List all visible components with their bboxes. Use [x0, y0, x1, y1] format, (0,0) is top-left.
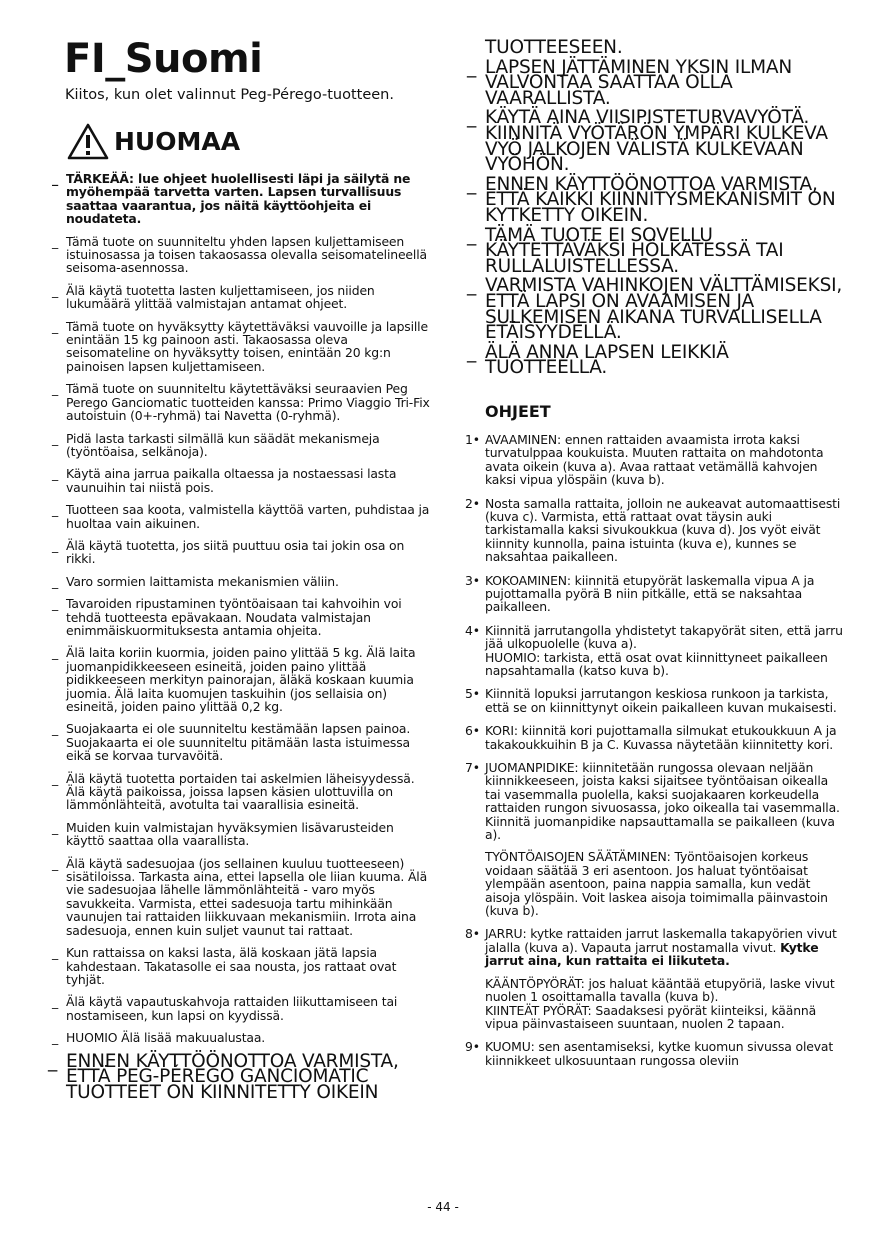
- big-warning: _ TÄMÄ TUOTE EI SOVELLU KÄYTETTÄVÄKSI HÖLKÄTESSÄ TAI RULLALUISTELLESSA.: [465, 228, 845, 275]
- list-item: _ HUOMIO Älä lisää makuualustaa.: [58, 1031, 430, 1044]
- step-text: Nosta samalla rattaita, jolloin ne aukeavat automaattisesti (kuva c). Varmista, että rattaat ovat täysin auki tarkistamalla kaksi sivukoukkua (kuva d). Jos vyöt eivät kiinnity kunnolla, paina istuinta (kuva e), kunnes se naksahtaa paikalleen.: [485, 495, 841, 565]
- step-item: [465, 574, 845, 614]
- step-note: HUOMIO: tarkista, että osat ovat kiinnittyneet paikalleen napsahtamalla (katso kuva b).: [485, 649, 828, 678]
- step-text: KOKOAMINEN: kiinnitä etupyörät laskemalla vipua A ja pujottamalla pyörä B niin pitkälle, että se naksahtaa paikalleen.: [485, 572, 815, 615]
- step-subsection: TYÖNTÖAISOJEN SÄÄTÄMINEN: Työntöaisojen korkeus voidaan säätää 3 eri asentoon. Jos haluat työntöaisat ylempään asentoon, paina nappia samalla, kun vedät aisoja ylöspäin. Voit laskea aisoja toimimalla päinvastoin (kuva b).: [485, 849, 828, 919]
- step-item: [465, 433, 845, 487]
- step-bold-note: Kytke jarrut aina, kun rattaita ei liikuteta.: [485, 939, 819, 969]
- step-number: 9•: [465, 1039, 480, 1055]
- step-item: [465, 1040, 845, 1067]
- list-item: _ Suojakaarta ei ole suunniteltu kestämään lapsen painoa. Suojakaarta ei ole suunniteltu pitämään lasta istuimessa eikä se korvaa turvavöitä.: [58, 722, 430, 762]
- list-item: _ Tuotteen saa koota, valmistella käyttöä varten, puhdistaa ja huoltaa vain aikuinen.: [58, 503, 430, 530]
- list-item: _ Pidä lasta tarkasti silmällä kun säädät mekanismeja (työntöaisa, selkänoja).: [58, 432, 430, 459]
- step-number: 5•: [465, 686, 480, 702]
- step-subsection: KIINTEÄT PYÖRÄT: Saadaksesi pyörät kiinteiksi, käännä vipua päinvastaiseen suuntaan, nuolen 2 tapaan.: [485, 1002, 817, 1031]
- list-item: _ Varo sormien laittamista mekanismien väliin.: [58, 575, 430, 588]
- big-warning: _ ÄLÄ ANNA LAPSEN LEIKKIÄ TUOTTEELLA.: [465, 345, 845, 376]
- list-item: _ Älä käytä vapautuskahvoja rattaiden liikuttamiseen tai nostamiseen, kun lapsi on kyydissä.: [58, 995, 430, 1022]
- big-warning: _ ENNEN KÄYTTÖÖNOTTOA VARMISTA, ETTÄ KAIKKI KIINNITYSMEKANISMIT ON KYTKETTY OIKEIN.: [465, 177, 845, 224]
- list-item: _ Älä käytä sadesuojaa (jos sellainen kuuluu tuotteeseen) sisätiloissa. Tarkasta aina, ettei lapsella ole liian kuuma. Älä vie sadesuojaa lähelle lämmönlähteitä - varo myös savukkeita. Varmista, ettei sadesuoja tartu mihinkään vaunujen tai rattaiden liikkuvaan mekanismiin. Irrota aina sadesuoja, ennen kuin suljet vaunut tai rattaat.: [58, 857, 430, 937]
- step-number: 4•: [465, 622, 480, 638]
- page-title: FI_Suomi: [64, 36, 263, 82]
- list-item: _ Käytä aina jarrua paikalla oltaessa ja nostaessasi lasta vaunuihin tai niistä pois.: [58, 467, 430, 494]
- step-text: Kiinnitä jarrutangolla yhdistetyt takapyörät siten, että jarru jää ulkopuolelle (kuva a).: [485, 622, 843, 652]
- step-text: AVAAMINEN: ennen rattaiden avaamista irrota kaksi turvatulppaa koukuista. Muuten rattaita on mahdotonta avata oikein (kuva a). Avaa rattaat vetämällä kahvojen kaksi vipua ylöspäin (kuva b).: [485, 431, 824, 488]
- step-number: 2•: [465, 495, 480, 511]
- instruction-steps: [465, 433, 845, 1067]
- warning-list: [58, 172, 430, 1045]
- step-number: 1•: [465, 431, 480, 447]
- list-item: _ Älä käytä tuotetta, jos siitä puuttuu osia tai jokin osa on rikki.: [58, 539, 430, 566]
- warning-triangle-icon: [66, 122, 110, 162]
- list-item: _ Älä käytä tuotetta lasten kuljettamiseen, jos niiden lukumäärä ylittää valmistajan antamat ohjeet.: [58, 284, 430, 311]
- big-warning-left: _ ENNEN KÄYTTÖÖNOTTOA VARMISTA, ETTÄ PEG-PÉREGO GANCIOMATIC TUOTTEET ON KIINNITETTY OIKEIN: [46, 1054, 430, 1101]
- warning-title: HUOMAA: [114, 127, 241, 156]
- step-text: JARRU: kytke rattaiden jarrut laskemalla takapyörien vivut jalalla (kuva a). Vapauta jarrut nostamalla vivut.: [485, 926, 837, 955]
- list-item: _ Muiden kuin valmistajan hyväksymien lisävarusteiden käyttö saattaa olla vaarallista.: [58, 821, 430, 848]
- step-text: KORI: kiinnitä kori pujottamalla silmukat etukoukkuun A ja takakoukkuihin B ja C. Kuvassa näytetään kiinnitetty kori.: [485, 723, 837, 752]
- step-text: JUOMANPIDIKE: kiinnitetään rungossa olevaan neljään kiinnikkeeseen, joista kaksi sijaitsee työntöaisan oikealla tai vasemmalla puolella, kaksi suojakaaren korkeudella rattaiden rungon sivuosassa, joko oikealla tai vasemmalla. Kiinnitä juomanpidike napsauttamalla se paikalleen (kuva a).: [485, 760, 840, 843]
- list-item: _ Älä laita koriin kuormia, joiden paino ylittää 5 kg. Älä laita juomanpidikkeeseen esineitä, joiden paino ylittää pidikkeeseen merkityn painorajan, äläkä koskaan kuumia juomia. Älä laita kuomujen taskuihin (jos sellaisia on) esineitä, joiden paino ylittää 0,2 kg.: [58, 646, 430, 713]
- list-item: _ Älä käytä tuotetta portaiden tai askelmien läheisyydessä. Älä käytä paikoissa, joissa lapsen käsien ulottuvilla on lämmönlähteitä, avotulta tai vaarallisia esineitä.: [58, 772, 430, 812]
- list-item: _ Tämä tuote on hyväksytty käytettäväksi vauvoille ja lapsille enintään 15 kg painoon asti. Takaosassa oleva seisomateline on hyväksytty toisen, enintään 20 kg:n painoisen lapsen kuljettamiseen.: [58, 320, 430, 374]
- step-item: [465, 497, 845, 564]
- step-text: Kiinnitä lopuksi jarrutangon keskiosa runkoon ja tarkista, että se on kiinnittynyt oikein paikalleen kuvan mukaisesti.: [485, 686, 837, 715]
- step-item: [465, 624, 845, 678]
- big-warning-continued: TUOTTEESEEN.: [485, 37, 623, 58]
- step-number: 6•: [465, 723, 480, 739]
- step-number: 3•: [465, 572, 480, 588]
- list-item: _ TÄRKEÄÄ: lue ohjeet huolellisesti läpi ja säilytä ne myöhempää tarvetta varten. Lapsen turvallisuus saattaa vaarantua, jos näitä käyttöohjeita ei noudateta.: [58, 172, 430, 226]
- list-item: _ Kun rattaissa on kaksi lasta, älä koskaan jätä lapsia kahdestaan. Takatasolle ei saa nousta, jos rattaat ovat tyhjät.: [58, 946, 430, 986]
- big-warning: _ KÄYTÄ AINA VIISIPISTETURVAVYÖTÄ. KIINNITÄ VYÖTÄRÖN YMPÄRI KULKEVA VYÖ JALKOJEN VÄLISTÄ KULKEVAAN VYÖHÖN.: [465, 110, 845, 172]
- step-subsection: KÄÄNTÖPYÖRÄT: jos haluat kääntää etupyöriä, laske vivut nuolen 1 osoittamalla tavalla (kuva b).: [485, 975, 835, 1005]
- list-item: _ Tämä tuote on suunniteltu käytettäväksi seuraavien Peg Perego Ganciomatic tuotteiden kanssa: Primo Viaggio Tri-Fix autoistuin (0+-ryhmä) tai Navetta (0-ryhmä).: [58, 382, 430, 422]
- section-title-instructions: OHJEET: [485, 401, 551, 421]
- step-number: 7•: [465, 760, 480, 775]
- big-warning: _ LAPSEN JÄTTÄMINEN YKSIN ILMAN VALVONTAA SAATTAA OLLA VAARALLISTA.: [465, 60, 845, 107]
- thanks-text: Kiitos, kun olet valinnut Peg-Pérego-tuotteen.: [65, 87, 394, 103]
- right-column: [465, 37, 845, 1077]
- page-number: - 44 -: [427, 1200, 459, 1214]
- big-warnings-right: [465, 37, 845, 379]
- step-item: [465, 724, 845, 751]
- left-column: [58, 36, 430, 1103]
- step-item: [465, 761, 845, 917]
- step-item: [465, 687, 845, 714]
- list-item: _ Tavaroiden ripustaminen työntöaisaan tai kahvoihin voi tehdä tuotteesta epävakaan. Noudata valmistajan enimmäiskuormituksesta antamia ohjeita.: [58, 597, 430, 637]
- list-item: _ Tämä tuote on suunniteltu yhden lapsen kuljettamiseen istuinosassa ja toisen takaosassa olevalla seisomatelineellä seisoma-asennossa.: [58, 235, 430, 275]
- big-warning: _ VARMISTA VAHINKOJEN VÄLTTÄMISEKSI, ETTÄ LAPSI ON AVAAMISEN JA SULKEMISEN AIKANA TURVALLISELLA ETÄISYYDELLÄ.: [465, 278, 845, 340]
- step-number: 8•: [465, 926, 480, 942]
- warning-heading: [66, 122, 430, 162]
- step-item: [465, 927, 845, 1030]
- step-text: KUOMU: sen asentamiseksi, kytke kuomun sivussa olevat kiinnikkeet ulkosuuntaan rungossa oleviin: [485, 1039, 834, 1068]
